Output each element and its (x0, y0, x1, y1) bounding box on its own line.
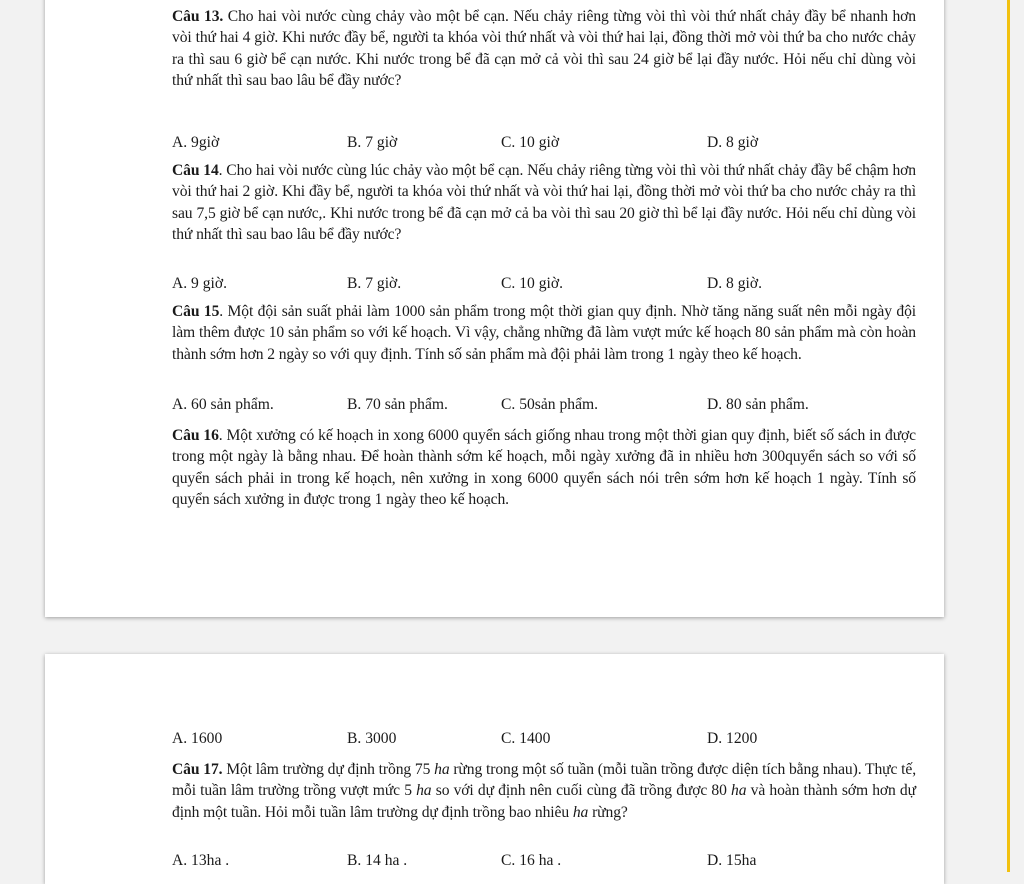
question-text-part: rừng trong một số tuần (mỗi tuần trồng được diện tích bằng nhau). Thực tế, mỗi tuần lâm trường trồng vượt mức 5 (172, 761, 916, 800)
question-text: Cho hai vòi nước cùng chảy vào một bể cạn. Nếu chảy riêng từng vòi thì vòi thứ nhất chảy đầy bể nhanh hơn vòi thứ hai 4 giờ. Khi nước đầy bể, người ta khóa vòi thứ nhất và vòi thứ hai lại, đồng thời mở vòi thứ ba cho nước chảy ra thì sau 6 giờ bể cạn nước. Khi nước trong bể đã cạn mở cả vòi thì sau 24 giờ bể lại đầy nước. Hỏi nếu chỉ dùng vòi thứ nhất thì sau bao lâu bể đầy nước? (172, 8, 917, 89)
option-d[interactable]: D. 80 sản phẩm. (707, 396, 809, 413)
unit-ha: ha (572, 803, 589, 821)
option-a[interactable]: A. 1600 (172, 730, 223, 747)
option-c[interactable]: C. 10 giờ. (501, 275, 563, 292)
document-page-1 (45, 0, 944, 617)
accent-border-line (1007, 0, 1010, 872)
question-14 (172, 160, 916, 245)
option-d[interactable]: D. 8 giờ. (707, 275, 763, 292)
option-a[interactable]: A. 13ha . (172, 852, 230, 869)
question-number: Câu 15 (172, 303, 220, 320)
question-13-options (172, 132, 916, 154)
option-a[interactable]: A. 9giờ (172, 134, 220, 151)
option-a[interactable]: A. 60 sản phẩm. (172, 396, 274, 413)
question-number: Câu 13. (172, 8, 224, 25)
option-b[interactable]: B. 7 giờ. (347, 275, 402, 292)
unit-ha: ha (416, 782, 432, 800)
option-a[interactable]: A. 9 giờ. (172, 275, 228, 292)
unit-ha: ha (731, 782, 747, 800)
question-15-options (172, 394, 916, 416)
option-b[interactable]: B. 3000 (347, 730, 397, 747)
option-d[interactable]: D. 8 giờ (707, 134, 759, 151)
option-c[interactable]: C. 16 ha . (501, 852, 562, 869)
question-16-options (172, 728, 916, 750)
option-c[interactable]: C. 50sản phẩm. (501, 396, 599, 413)
option-b[interactable]: B. 70 sản phẩm. (347, 396, 448, 413)
option-b[interactable]: B. 7 giờ (347, 134, 398, 151)
question-15 (172, 301, 916, 365)
question-17-options (172, 850, 916, 872)
question-text-part: rừng? (588, 803, 628, 821)
document-page-2 (45, 654, 944, 884)
question-text-part: và hoàn thành sớm hơn dự định một tuần. Hỏi mỗi tuần lâm trường dự định trồng bao nhiêu (172, 782, 916, 821)
question-number: Câu 14 (172, 162, 219, 179)
question-17 (172, 759, 916, 823)
option-d[interactable]: D. 1200 (707, 730, 758, 747)
option-d[interactable]: D. 15ha (707, 852, 757, 869)
unit-ha: ha (434, 761, 450, 778)
question-13 (172, 6, 916, 91)
question-text-part: so với dự định nên cuối cùng đã trồng được 80 (431, 782, 732, 800)
question-text: . Cho hai vòi nước cùng lúc chảy vào một bể cạn. Nếu chảy riêng từng vòi thì vòi thứ nhất chảy đầy bể chậm hơn vòi thứ hai 2 giờ. Khi đầy bể, người ta khóa vòi thứ nhất và vòi thứ hai lại, đồng thời mở vòi thứ ba cho nước chảy ra thì sau 7,5 giờ bể cạn nước,. Khi nước trong bể đã cạn mở cả ba vòi thì sau 20 giờ thì bể lại đầy nước. Hỏi nếu chỉ dùng vòi thứ nhất thì sau bao lâu bể đầy nước? (172, 162, 917, 243)
question-number: Câu 17. (172, 761, 223, 778)
question-14-options (172, 273, 916, 295)
question-text: . Một đội sản suất phải làm 1000 sản phẩm trong một thời gian quy định. Nhờ tăng năng suất nên mỗi ngày đội làm thêm được 10 sản phẩm so với kế hoạch. Vì vậy, chẳng những đã làm vượt mức kế hoạch 80 sản phẩm mà còn hoàn thành sớm hơn 2 ngày so với quy định. Tính số sản phẩm mà đội phải làm trong 1 ngày theo kế hoạch. (172, 303, 916, 363)
question-text: . Một xưởng có kế hoạch in xong 6000 quyển sách giống nhau trong một thời gian quy định, biết số sách in được trong một ngày là bằng nhau. Để hoàn thành sớm kế hoạch, mỗi ngày xưởng đã in nhiều hơn 300quyển sách so với số quyển sách phải in trong kế hoạch, nên xưởng in xong 6000 quyển sách nói trên sớm hơn kế hoạch 1 ngày. Tính số quyển sách xưởng in được trong 1 ngày theo kế hoạch. (172, 427, 917, 508)
question-16 (172, 425, 916, 510)
question-text-part: Một lâm trường dự định trồng 75 (222, 761, 435, 778)
option-c[interactable]: C. 1400 (501, 730, 551, 747)
question-number: Câu 16 (172, 427, 219, 444)
option-b[interactable]: B. 14 ha . (347, 852, 408, 869)
option-c[interactable]: C. 10 giờ (501, 134, 560, 151)
